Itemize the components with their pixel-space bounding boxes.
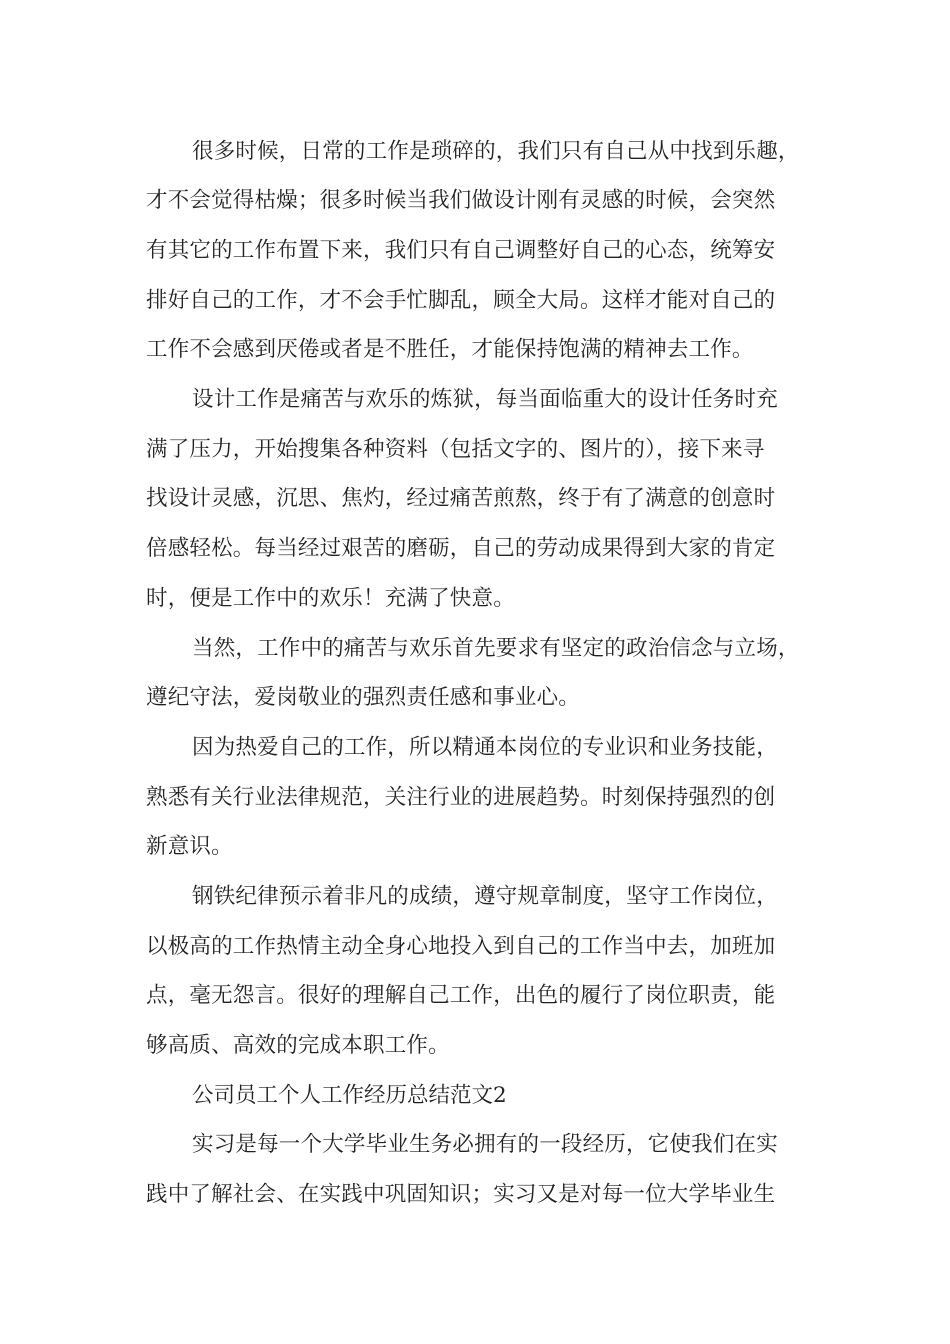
paragraph-2-line-3: 找设计灵感，沉思、焦灼，经过痛苦煎熬，终于有了满意的创意时 xyxy=(146,486,776,511)
paragraph-2-line-5: 时，便是工作中的欢乐！充满了快意。 xyxy=(146,586,515,611)
paragraph-2-line-2: 满了压力，开始搜集各种资料（包括文字的、图片的），接下来寻 xyxy=(146,437,765,462)
paragraph-1-line-5: 工作不会感到厌倦或者是不胜任，才能保持饱满的精神去工作。 xyxy=(146,337,754,362)
paragraph-5-line-2: 以极高的工作热情主动全身心地投入到自己的工作当中去，加班加 xyxy=(146,934,776,959)
paragraph-4-line-1: 因为热爱自己的工作，所以精通本岗位的专业识和业务技能， xyxy=(192,735,778,760)
paragraph-1-line-3: 有其它的工作布置下来，我们只有自己调整好自己的心态，统筹安 xyxy=(146,238,776,263)
paragraph-6-line-2: 践中了解社会、在实践中巩固知识；实习又是对每一位大学毕业生 xyxy=(146,1182,776,1207)
paragraph-5-line-1: 钢铁纪律预示着非凡的成绩，遵守规章制度，坚守工作岗位， xyxy=(192,884,778,909)
paragraph-1-line-2: 才不会觉得枯燥；很多时候当我们做设计刚有灵感的时候，会突然 xyxy=(146,188,776,213)
paragraph-1-line-4: 排好自己的工作，才不会手忙脚乱，顾全大局。这样才能对自己的 xyxy=(146,288,776,313)
paragraph-1-line-1: 很多时候，日常的工作是琐碎的，我们只有自己从中找到乐趣， xyxy=(192,139,800,164)
paragraph-2-line-4: 倍感轻松。每当经过艰苦的磨砺，自己的劳动成果得到大家的肯定 xyxy=(146,536,776,561)
paragraph-4-line-2: 熟悉有关行业法律规范，关注行业的进展趋势。时刻保持强烈的创 xyxy=(146,785,776,810)
paragraph-3-line-1: 当然，工作中的痛苦与欢乐首先要求有坚定的政治信念与立场， xyxy=(192,636,800,661)
paragraph-3-line-2: 遵纪守法，爱岗敬业的强烈责任感和事业心。 xyxy=(146,685,581,710)
paragraph-2-line-1: 设计工作是痛苦与欢乐的炼狱，每当面临重大的设计任务时充 xyxy=(192,387,778,412)
paragraph-5-line-4: 够高质、高效的完成本职工作。 xyxy=(146,1033,450,1058)
paragraph-4-line-3: 新意识。 xyxy=(146,834,233,859)
section-heading: 公司员工个人工作经历总结范文2 xyxy=(192,1083,507,1108)
paragraph-6-line-1: 实习是每一个大学毕业生务必拥有的一段经历，它使我们在实 xyxy=(192,1132,778,1157)
paragraph-5-line-3: 点，毫无怨言。很好的理解自己工作，出色的履行了岗位职责，能 xyxy=(146,983,776,1008)
